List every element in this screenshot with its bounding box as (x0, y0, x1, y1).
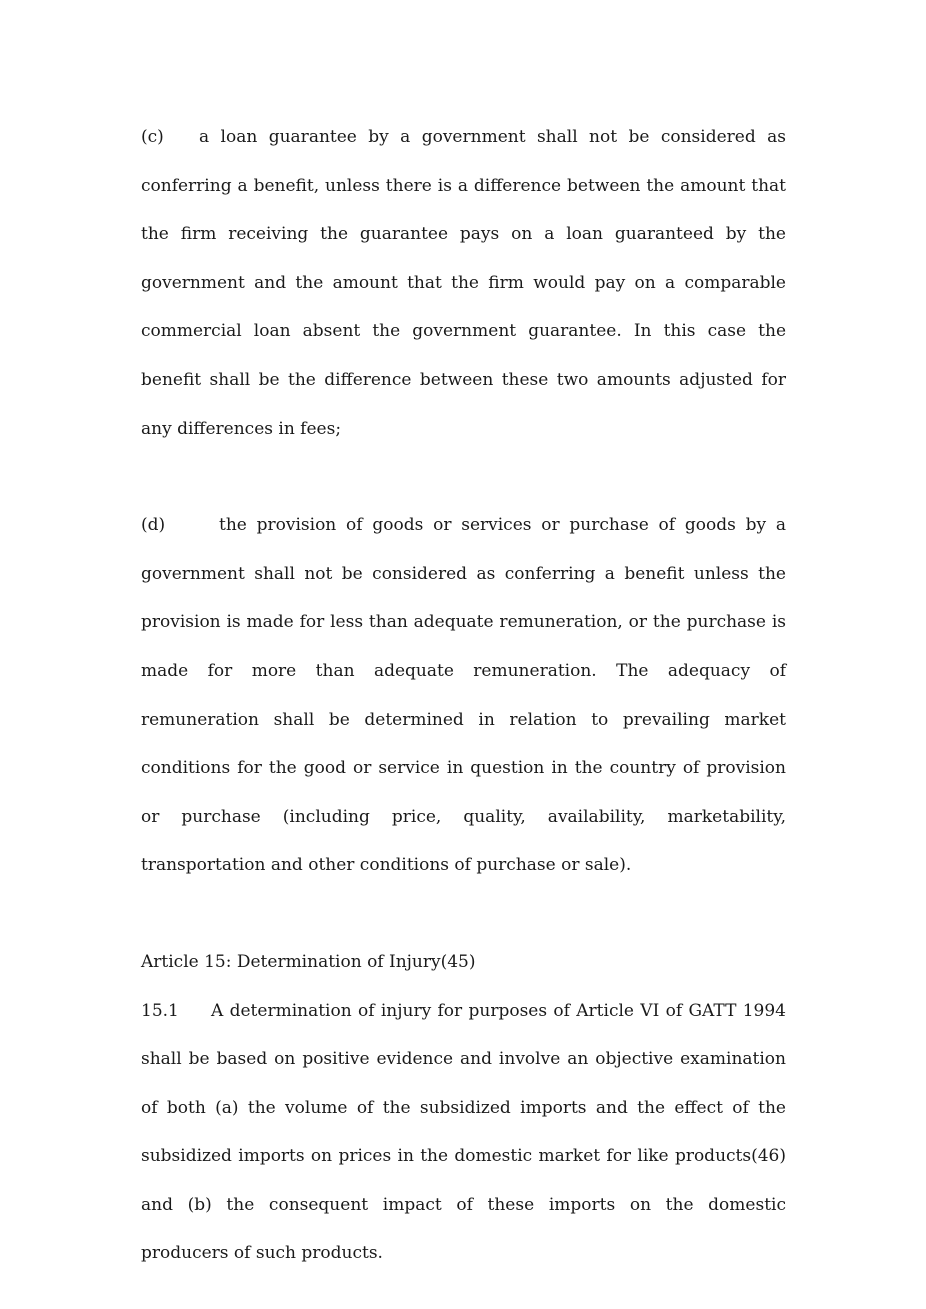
paragraph-spacer (141, 453, 786, 501)
paragraph-15-1 (141, 987, 786, 1279)
article-heading: Article 15: Determination of Injury(45) (141, 951, 476, 972)
paragraph-c (141, 113, 786, 453)
document-page (141, 113, 786, 1278)
paragraph-d-marker: (d) (141, 515, 166, 536)
paragraph-c-marker: (c) (141, 127, 164, 147)
paragraph-15-1-text: A determination of injury for purposes of Article VI of GATT 1994 shall be based on positive evidence and involve an objective examination of both (a) the volume of the subsidized imports and the effect of the subsidized imports on prices in the domestic market for like products(46) and (b) the consequent impact of these imports on the domestic producers of such products. (141, 1000, 786, 1264)
paragraph-d (141, 501, 786, 890)
paragraph-spacer (141, 890, 786, 938)
paragraph-c-text: a loan guarantee by a government shall not be considered as conferring a benefit, unless there is a difference between the amount that the firm receiving the guarantee pays on a loan guaranteed by the government and the amount that the firm would pay on a comparable commercial loan absent the government guarantee. In this case the benefit shall be the difference between these two amounts adjusted for any differences in fees; (141, 127, 786, 439)
paragraph-d-text: the provision of goods or services or purchase of goods by a government shall not be considered as conferring a benefit unless the provision is made for less than adequate remuneration, or the purchase is made for more than adequate remuneration. The adequacy of remuneration shall be determined in relation to prevailing market conditions for the good or service in question in the country of provision or purchase (including price, quality, availability, marketability, transportation and other conditions of purchase or sale). (141, 515, 786, 876)
paragraph-15-1-marker: 15.1 (141, 1000, 179, 1021)
